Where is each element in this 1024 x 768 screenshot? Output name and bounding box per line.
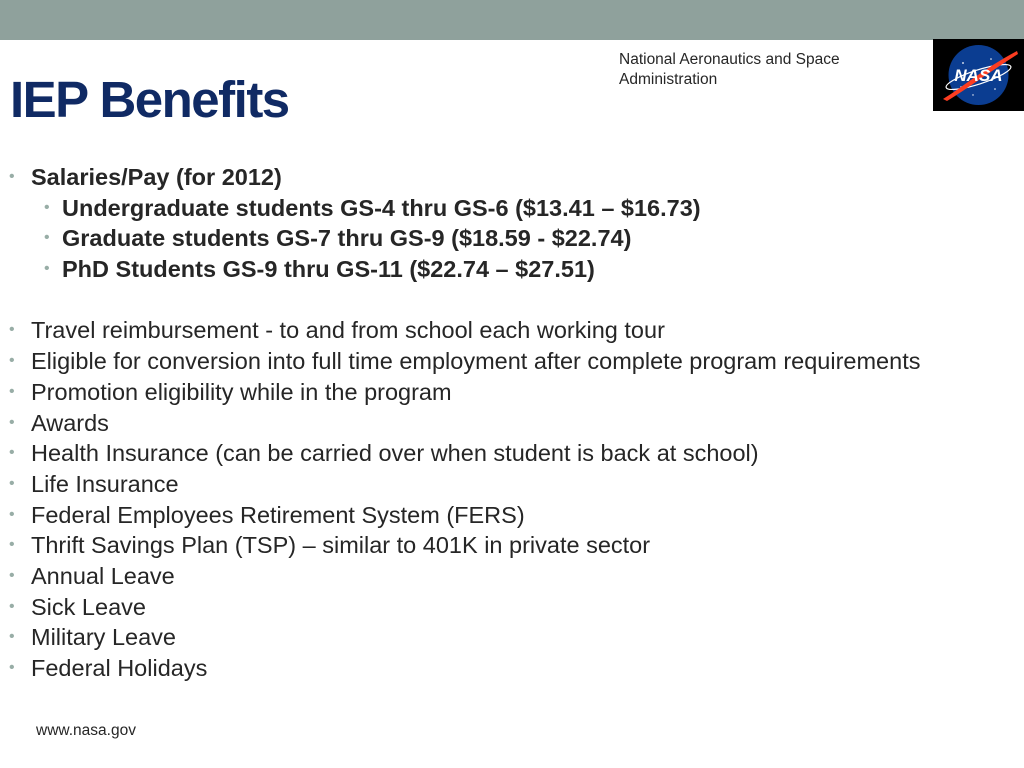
benefit-item-text: Federal Employees Retirement System (FERS): [31, 501, 525, 528]
benefit-item-text: Health Insurance (can be carried over when student is back at school): [31, 440, 759, 467]
benefit-item-text: Life Insurance: [31, 470, 179, 497]
top-banner: [0, 0, 1024, 40]
benefit-item-text: Thrift Savings Plan (TSP) – similar to 401K in private sector: [31, 532, 651, 559]
salary-item: [0, 223, 1024, 254]
benefit-item-text: Federal Holidays: [31, 655, 208, 681]
benefit-item-text: Awards: [31, 409, 109, 436]
benefit-item-text: Promotion eligibility while in the program: [31, 378, 452, 405]
agency-name-line-2: Administration: [619, 71, 718, 88]
slide-title: IEP Benefits: [10, 71, 289, 128]
logo-wordmark: NASA: [954, 66, 1003, 85]
benefit-item-text: Eligible for conversion into full time employment after complete program requirements: [31, 348, 921, 375]
bullet-dot-icon: •: [44, 260, 50, 278]
benefit-item: [0, 346, 1024, 377]
bullet-dot-icon: •: [44, 198, 50, 216]
benefit-item-text: Sick Leave: [31, 593, 146, 620]
bullet-dot-icon: •: [9, 505, 15, 523]
salary-item-text: Undergraduate students GS-4 thru GS-6 ($13.41 – $16.73): [62, 194, 701, 221]
salary-item: [0, 193, 1024, 224]
salary-list: [0, 193, 1024, 285]
nasa-meatball-logo-icon: [933, 39, 1024, 111]
salary-section: [0, 162, 1024, 285]
benefit-item-text: Travel reimbursement - to and from school each working tour: [31, 317, 665, 344]
bullet-dot-icon: •: [9, 168, 15, 185]
benefit-item: [0, 377, 1024, 408]
benefit-item: [0, 315, 1024, 346]
benefit-item: [0, 469, 1024, 500]
bullet-dot-icon: •: [9, 352, 15, 370]
bullet-dot-icon: •: [9, 413, 15, 431]
benefit-item-text: Military Leave: [31, 624, 176, 651]
salary-item-text: PhD Students GS-9 thru GS-11 ($22.74 – $27.51): [62, 256, 595, 283]
list-spacer: [0, 285, 1024, 316]
bullet-dot-icon: •: [9, 536, 15, 554]
benefit-item: [0, 530, 1024, 561]
list-item-salary-heading: [0, 162, 1024, 193]
benefits-list: [0, 162, 1024, 684]
footer-url: www.nasa.gov: [36, 722, 136, 739]
benefit-item: [0, 438, 1024, 469]
bullet-dot-icon: •: [9, 444, 15, 462]
bullet-dot-icon: •: [9, 474, 15, 492]
salary-item-text: Graduate students GS-7 thru GS-9 ($18.59 - $22.74): [62, 225, 632, 252]
salary-item: [0, 254, 1024, 285]
benefit-item: [0, 408, 1024, 439]
bullet-dot-icon: •: [9, 628, 15, 646]
bullet-dot-icon: •: [9, 382, 15, 400]
benefit-item: [0, 561, 1024, 592]
bullet-dot-icon: •: [44, 229, 50, 247]
benefit-item: [0, 500, 1024, 531]
benefit-item: [0, 653, 1024, 684]
agency-name: [619, 50, 889, 90]
bullet-dot-icon: •: [9, 566, 15, 584]
bullet-dot-icon: •: [9, 659, 15, 676]
bullet-dot-icon: •: [9, 321, 15, 339]
benefit-item: [0, 622, 1024, 653]
benefit-item: [0, 592, 1024, 623]
salary-heading: Salaries/Pay (for 2012): [31, 164, 282, 190]
nasa-logo: [933, 39, 1024, 111]
bullet-dot-icon: •: [9, 597, 15, 615]
benefit-item-text: Annual Leave: [31, 562, 175, 589]
agency-name-line-1: National Aeronautics and Space: [619, 51, 840, 68]
